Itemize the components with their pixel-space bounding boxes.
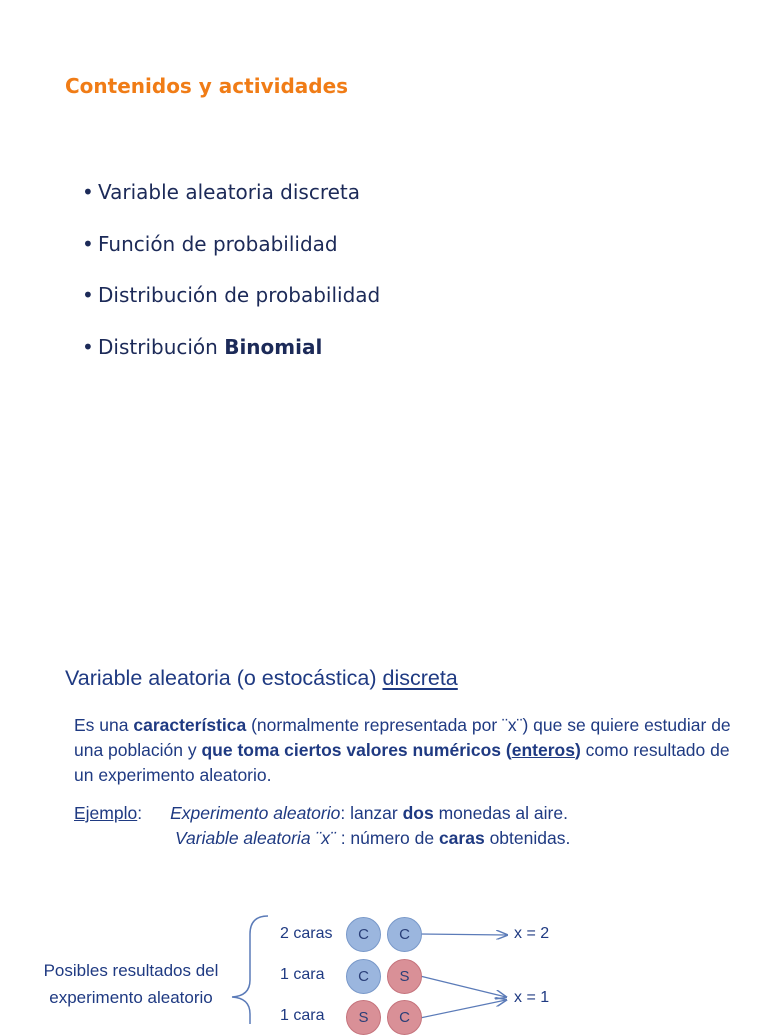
example-label: Ejemplo: [74, 803, 138, 823]
coin-sello: C: [387, 1000, 422, 1035]
list-item-bold-text: Binomial: [224, 334, 323, 359]
bullet-marker: •: [82, 283, 94, 307]
bullet-marker: •: [82, 180, 94, 204]
example-line-1: [74, 801, 568, 826]
list-item: [82, 230, 380, 282]
example-line1-end: monedas al aire.: [433, 803, 568, 823]
slide-title-contenidos: Contenidos y actividades: [65, 74, 349, 98]
definition-paragraph: [74, 713, 734, 788]
outcomes-side-label: Posibles resultados del experimento aleatorio: [43, 961, 219, 1007]
list-item-text: Función de probabilidad: [98, 231, 338, 256]
bullet-marker: •: [82, 231, 94, 256]
list-item: [82, 178, 380, 230]
arrow-row3: [420, 1000, 506, 1018]
def-bold-close: ): [574, 740, 581, 760]
curly-brace: [232, 916, 268, 1024]
x-value-2: x = 2: [514, 925, 550, 942]
contents-list: [82, 178, 380, 384]
def-text-2: (normalmente representada por ¨x¨) que se quiere estudiar de una población y: [74, 715, 731, 760]
x-value-1: x = 1: [514, 989, 550, 1006]
title-text: Variable aleatoria (o estocástica): [65, 666, 383, 690]
list-item-text: Distribución de probabilidad: [98, 283, 381, 307]
def-bold-1: característica: [133, 715, 247, 735]
coin-sello: S: [346, 1000, 381, 1035]
bullet-marker: •: [82, 334, 94, 359]
coin-cara: C: [346, 959, 381, 994]
example-line2-end: obtenidas.: [484, 828, 571, 848]
def-text-1: Es una: [74, 715, 134, 735]
list-item-text: Variable aleatoria discreta: [98, 180, 361, 204]
def-text-3: como resultado de un experimento aleatorio.: [74, 740, 730, 785]
coin-cara: C: [387, 917, 422, 952]
example-line2-rest: : número de: [335, 828, 439, 848]
list-item: [82, 333, 380, 385]
example-variable-italic: Variable aleatoria ¨x¨: [175, 828, 336, 848]
example-experiment-italic: Experimento aleatorio: [170, 803, 341, 823]
slide-title-variable-aleatoria: [65, 666, 458, 691]
example-line2-bold: caras: [438, 828, 485, 848]
def-bold-2: que toma ciertos valores numéricos (: [201, 740, 512, 760]
row-label-1-cara: 1 cara: [280, 1007, 325, 1024]
coin-sello: S: [387, 959, 422, 994]
def-bold-underlined: enteros: [511, 740, 575, 760]
list-item: [82, 281, 380, 333]
example-line1-rest: : lanzar: [340, 803, 403, 823]
example-line-2: [175, 826, 570, 851]
example-colon: :: [137, 803, 143, 823]
row-label-1-cara: 1 cara: [280, 966, 325, 983]
arrow-row2: [420, 976, 506, 997]
arrow-row1: [420, 934, 507, 935]
row-label-2-caras: 2 caras: [280, 925, 333, 942]
coin-cara: C: [346, 917, 381, 952]
example-line1-bold: dos: [402, 803, 434, 823]
title-underlined-text: discreta: [382, 666, 458, 690]
list-item-text: Distribución: [98, 334, 225, 359]
